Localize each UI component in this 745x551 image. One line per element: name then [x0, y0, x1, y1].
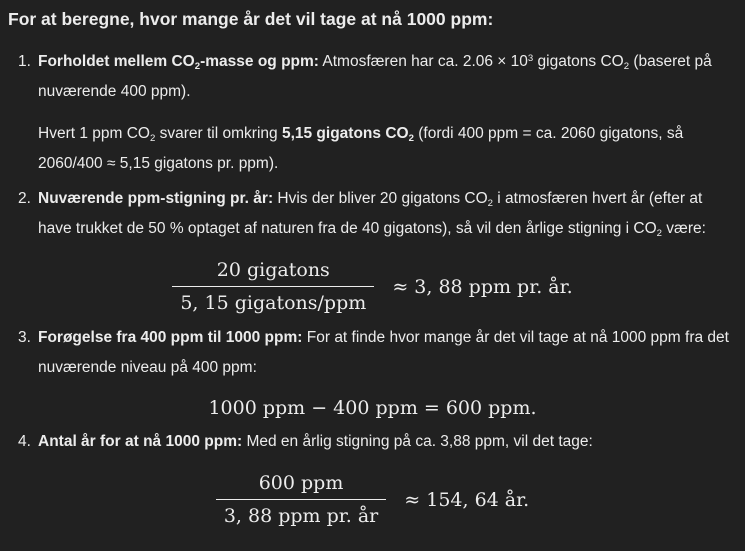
list-item-number: 2.: [18, 190, 31, 207]
fraction-denominator: 5, 15 gigatons/ppm: [172, 286, 374, 317]
list-item-number: 1.: [18, 53, 31, 70]
numbered-list: [8, 47, 737, 530]
math-display-formula: [8, 395, 737, 421]
list-item-3: [8, 323, 737, 421]
list-item-2: [8, 184, 737, 317]
list-item-number: 3.: [18, 329, 31, 346]
fraction-numerator: 20 gigatons: [216, 259, 330, 281]
formula-result: ≈ 3, 88 ppm pr. år.: [392, 275, 573, 298]
math-display-formula: [8, 469, 737, 530]
fraction-denominator: 3, 88 ppm pr. år: [216, 499, 386, 530]
formula-expression: 1000 ppm − 400 ppm = 600 ppm.: [208, 397, 537, 419]
list-item-paragraph: Forøgelse fra 400 ppm til 1000 ppm: For at finde hvor mange år det vil tage at nå 1000 ppm fra det nuværende niveau på 400 ppm:: [38, 329, 729, 376]
list-item-paragraph: Antal år for at nå 1000 ppm: Med en årlig stigning på ca. 3,88 ppm, vil det tage:: [38, 433, 593, 450]
math-display-formula: [8, 256, 737, 317]
list-item-paragraph: Forholdet mellem CO2-masse og ppm: Atmosfæren har ca. $2.06 \times 10^3$ gigatons CO2 (baseret på nuværende 400 ppm).: [38, 53, 712, 100]
math-fraction: [216, 469, 386, 530]
list-item-paragraph: Hvert 1 ppm CO2 svarer til omkring 5,15 gigatons CO2 (fordi 400 ppm = ca. 2060 gigatons, så 2060/400 ≈ 5,15 gigatons pr. ppm).: [38, 125, 684, 172]
list-item-4: [8, 427, 737, 530]
formula-result: ≈ 154, 64 år.: [404, 488, 530, 511]
list-item-number: 4.: [18, 433, 31, 450]
section-heading: For at beregne, hvor mange år det vil tage at nå 1000 ppm:: [8, 9, 494, 29]
fraction-numerator: 600 ppm: [258, 472, 344, 494]
list-item-1: [8, 47, 737, 179]
list-item-paragraph: Nuværende ppm-stigning pr. år: Hvis der bliver 20 gigatons CO2 i atmosfæren hvert år (efter at have trukket de 50 % optaget af naturen fra de 40 gigatons), så vil den årlige stigning i CO2 være:: [38, 190, 706, 239]
math-fraction: [172, 256, 374, 317]
